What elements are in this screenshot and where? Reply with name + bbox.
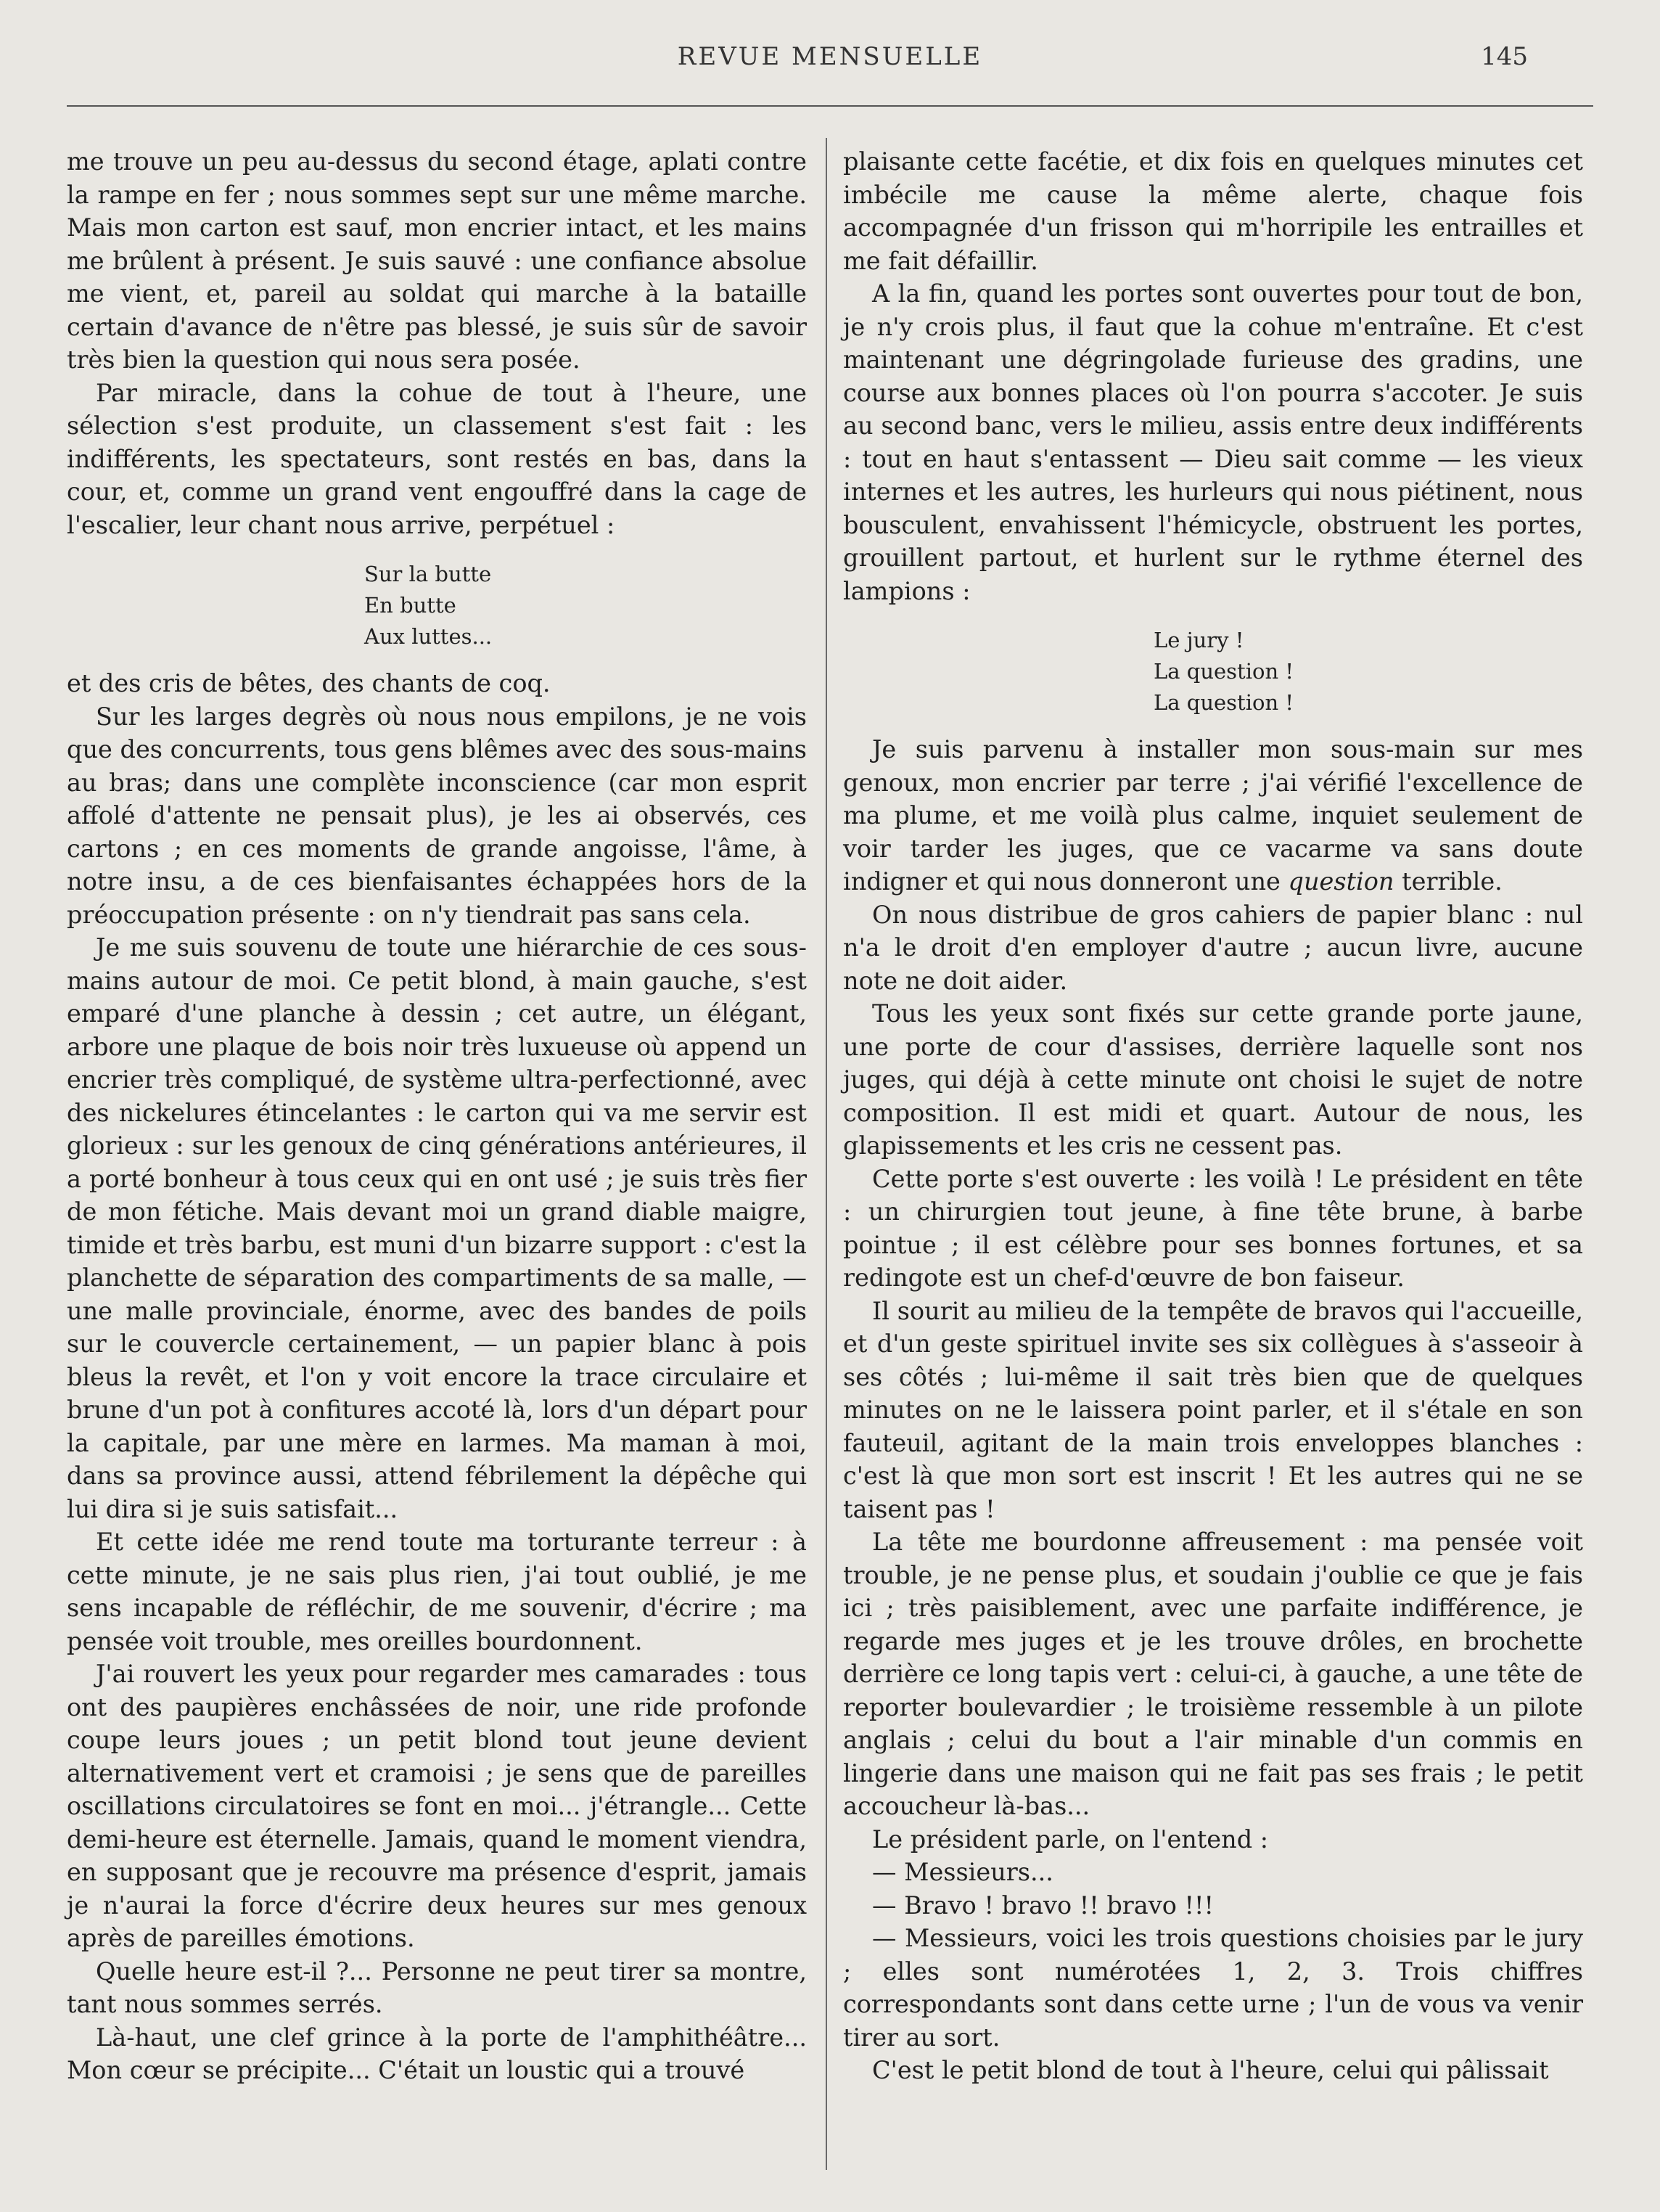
text-run: terrible. <box>1402 867 1503 896</box>
verse-line: En butte <box>364 593 456 618</box>
column-divider <box>826 138 827 2170</box>
header-rule <box>67 105 1593 107</box>
paragraph: Quelle heure est-il ?... Personne ne peut tirer sa montre, tant nous sommes serrés. <box>67 1957 807 2018</box>
emphasis: question <box>1288 867 1394 896</box>
page-number: 145 <box>1481 42 1528 71</box>
paragraph: — Messieurs, voici les trois questions choisies par le jury ; elles sont numérotées 1, 2, 3. Trois chiffres correspondants sont dans cette urne ; l'un de vous va venir tirer au sort. <box>843 1924 1583 2052</box>
paragraph: me trouve un peu au-dessus du second étage, aplati contre la rampe en fer ; nous sommes sept sur une même marche. Mais mon carton est sauf, mon encrier intact, et les mains me brûlent à présent. Je suis sauvé : une confiance absolue me vient, et, pareil au soldat qui marche à la bataille certain d'avance de n'être pas blessé, je suis sûr de savoir très bien la question qui nous sera posée. <box>67 147 807 374</box>
verse-line: Sur la butte <box>364 562 492 586</box>
paragraph: Sur les larges degrès où nous nous empilons, je ne vois que des concurrents, tous gens blêmes avec des sous-mains au bras; dans une complète inconscience (car mon esprit affolé d'attente ne pensait plus), je les ai observés, ces cartons ; en ces moments de grande angoisse, l'âme, à notre insu, a de ces bienfaisantes échappées hors de la préoccupation présente : on n'y tiendrait pas sans cela. <box>67 702 807 929</box>
left-column <box>67 145 807 2087</box>
paragraph: — Bravo ! bravo !! bravo !!! <box>872 1891 1214 1920</box>
text-run: Je suis parvenu à installer mon sous-main sur mes genoux, mon encrier par terre ; j'ai vérifié l'excellence de ma plume, et me voilà plus calme, inquiet seulement de voir tarder les juges, que ce vacarme va sans doute indigner et qui nous donneront une <box>843 735 1583 896</box>
verse-line: La question ! <box>1154 690 1294 715</box>
paragraph <box>843 733 1583 898</box>
verse-block <box>364 559 807 652</box>
right-column <box>843 145 1583 2087</box>
verse-block <box>1154 625 1583 718</box>
paragraph: Le président parle, on l'entend : <box>872 1824 1269 1853</box>
paragraph: plaisante cette facétie, et dix fois en quelques minutes cet imbécile me cause la même alerte, chaque fois accompagnée d'un frisson qui m'horripile les entrailles et me fait défaillir. <box>843 147 1583 275</box>
paragraph: et des cris de bêtes, des chants de coq. <box>67 669 551 697</box>
running-head <box>67 42 1593 78</box>
paragraph: A la fin, quand les portes sont ouvertes pour tout de bon, je n'y crois plus, il faut que la cohue m'entraîne. Et c'est maintenant une dégringolade furieuse des gradins, une course aux bonnes places où l'on pourra s'accoter. Je suis au second banc, vers le milieu, assis entre deux indifférents : tout en haut s'entassent — Dieu sait comme — les vieux internes et les autres, les hurleurs qui nous piétinent, nous bousculent, envahissent l'hémicycle, obstruent les portes, grouillent partout, et hurlent sur le rythme éternel des lampions : <box>843 279 1583 605</box>
paragraph: Je me suis souvenu de toute une hiérarchie de ces sous-mains autour de moi. Ce petit blond, à main gauche, s'est emparé d'une planche à dessin ; cet autre, un élégant, arbore une plaque de bois noir très luxueuse où append un encrier très compliqué, de système ultra-perfectionné, avec des nickelures étincelantes : le carton qui va me servir est glorieux : sur les genoux de cinq générations antérieures, il a porté bonheur à tous ceux qui en ont usé ; je suis très fier de mon fétiche. Mais devant moi un grand diable maigre, timide et très barbu, est muni d'un bizarre support : c'est la planchette de séparation des compartiments de sa malle, — une malle provinciale, énorme, avec des bandes de poils sur le couvercle certainement, — un papier blanc à pois bleus la revêt, et l'on y voit encore la trace circulaire et brune d'un pot à confitures accoté là, lors d'un départ pour la capitale, par une mère en larmes. Ma maman à moi, dans sa province aussi, attend fébrilement la dépêche qui lui dira si je suis satisfait... <box>67 933 807 1523</box>
paragraph: Tous les yeux sont fixés sur cette grande porte jaune, une porte de cour d'assises, derrière laquelle sont nos juges, qui déjà à cette minute ont choisi le sujet de notre composition. Il est midi et quart. Autour de nous, les glapissements et les cris ne cessent pas. <box>843 999 1583 1160</box>
paragraph: C'est le petit blond de tout à l'heure, celui qui pâlissait <box>872 2056 1549 2084</box>
paragraph: La tête me bourdonne affreusement : ma pensée voit trouble, je ne pense plus, et soudain j'oublie ce que je fais ici ; très paisiblement, avec une parfaite indifférence, je regarde mes juges et je les trouve drôles, en brochette derrière ce long tapis vert : celui-ci, à gauche, a une tête de reporter boulevardier ; le troisième ressemble à un pilote anglais ; celui du bout a l'air minable d'un commis en lingerie dans une maison qui ne fait pas ses frais ; le petit accoucheur là-bas... <box>843 1528 1583 1820</box>
verse-line: Le jury ! <box>1154 628 1244 652</box>
paragraph: Il sourit au milieu de la tempête de bravos qui l'accueille, et d'un geste spirituel invite ses six collègues à s'asseoir à ses côtés ; lui-même il sait très bien que de quelques minutes on ne le laissera point parler, et il s'étale en son fauteuil, agitant de la main trois enveloppes blanches : c'est là que mon sort est inscrit ! Et les autres qui ne se taisent pas ! <box>843 1296 1583 1523</box>
verse-line: La question ! <box>1154 659 1294 684</box>
running-title: REVUE MENSUELLE <box>677 42 983 71</box>
paragraph: Par miracle, dans la cohue de tout à l'heure, une sélection s'est produite, un classement s'est fait : les indifférents, les spectateurs, sont restés en bas, dans la cour, et, comme un grand vent engouffré dans la cage de l'escalier, leur chant nous arrive, perpétuel : <box>67 378 807 539</box>
paragraph: — Messieurs... <box>872 1858 1053 1886</box>
paragraph: Cette porte s'est ouverte : les voilà ! Le président en tête : un chirurgien tout jeune, à fine tête brune, à barbe pointue ; il est célèbre pour ses bonnes fortunes, et sa redingote est un chef-d'œuvre de bon faiseur. <box>843 1164 1583 1292</box>
verse-line: Aux luttes... <box>364 624 493 649</box>
paragraph: J'ai rouvert les yeux pour regarder mes camarades : tous ont des paupières enchâssées de noir, une ride profonde coupe leurs joues ; un petit blond tout jeune devient alternativement vert et cramoisi ; je sens que de pareilles oscillations circulatoires se font en moi... j'étrangle... Cette demi-heure est éternelle. Jamais, quand le moment viendra, en supposant que je recouvre ma présence d'esprit, jamais je n'aurai la force d'écrire deux heures sur mes genoux après de pareilles émotions. <box>67 1660 807 1952</box>
paragraph: On nous distribue de gros cahiers de papier blanc : nul n'a le droit d'en employer d'autre ; aucun livre, aucune note ne doit aider. <box>843 900 1583 995</box>
paragraph: Là-haut, une clef grince à la porte de l'amphithéâtre... Mon cœur se précipite... C'était un loustic qui a trouvé <box>67 2023 807 2084</box>
paragraph: Et cette idée me rend toute ma torturante terreur : à cette minute, je ne sais plus rien, j'ai tout oublié, je me sens incapable de réfléchir, de me souvenir, d'écrire ; ma pensée voit trouble, mes oreilles bourdonnent. <box>67 1528 807 1655</box>
